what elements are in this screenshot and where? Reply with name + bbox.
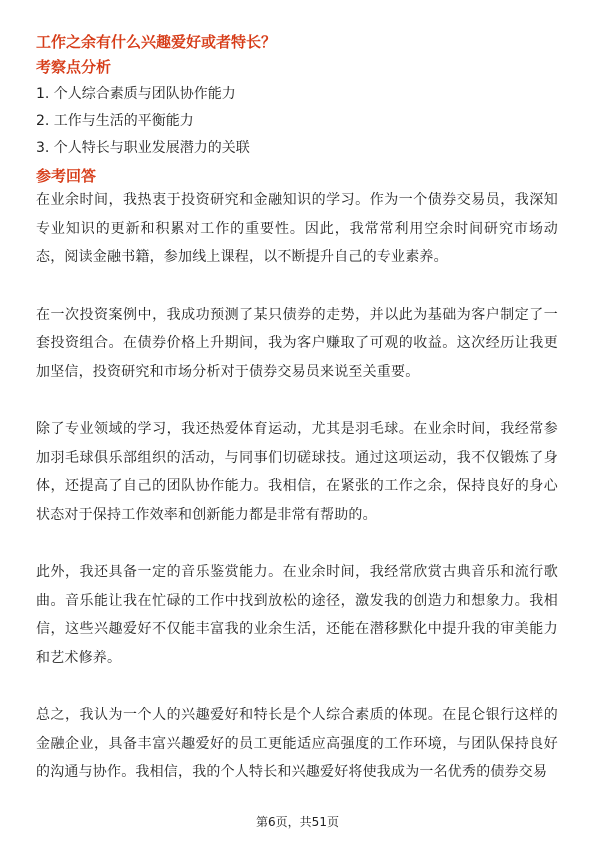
analysis-point: 1. 个人综合素质与团队协作能力 <box>36 86 236 102</box>
answer-paragraph: 除了专业领域的学习，我还热爱体育运动，尤其是羽毛球。在业余时间，我经常参加羽毛球俱乐部组织的活动，与同事们切磋球技。通过这项运动，我不仅锻炼了身体，还提高了自己的团队协作能力。我相信，在紧张的工作之余，保持良好的身心状态对于保持工作效率和创新能力都是非常有帮助的。 <box>36 421 558 523</box>
question-heading: 工作之余有什么兴趣爱好或者特长？ <box>36 33 277 51</box>
answer-body <box>36 186 558 787</box>
analysis-point: 3. 个人特长与职业发展潜力的关联 <box>36 140 250 156</box>
answer-paragraph: 此外，我还具备一定的音乐鉴赏能力。在业余时间，我经常欣赏古典音乐和流行歌曲。音乐能让我在忙碌的工作中找到放松的途径，激发我的创造力和想象力。我相信，这些兴趣爱好不仅能丰富我的业余生活，还能在潜移默化中提升我的审美能力和艺术修养。 <box>36 564 558 666</box>
answer-paragraph: 在业余时间，我热衷于投资研究和金融知识的学习。作为一个债券交易员，我深知专业知识的更新和积累对工作的重要性。因此，我常常利用空余时间研究市场动态，阅读金融书籍，参加线上课程，以不断提升自己的专业素养。 <box>36 192 558 265</box>
reference-answer-title: 参考回答 <box>36 167 97 185</box>
page-number-footer: 第6页，共51页 <box>256 815 339 829</box>
answer-paragraph: 总之，我认为一个人的兴趣爱好和特长是个人综合素质的体现。在昆仑银行这样的金融企业，具备丰富兴趣爱好的员工更能适应高强度的工作环境，与团队保持良好的沟通与协作。我相信，我的个人特长和兴趣爱好将使我成为一名优秀的债券交易 <box>36 707 558 780</box>
answer-paragraph: 在一次投资案例中，我成功预测了某只债券的走势，并以此为基础为客户制定了一套投资组合。在债券价格上升期间，我为客户赚取了可观的收益。这次经历让我更加坚信，投资研究和市场分析对于债券交易员来说至关重要。 <box>36 306 558 380</box>
analysis-section-title: 考察点分析 <box>36 58 112 76</box>
analysis-point-list <box>36 81 558 162</box>
document-content <box>36 32 558 816</box>
analysis-point: 2. 工作与生活的平衡能力 <box>36 113 194 129</box>
